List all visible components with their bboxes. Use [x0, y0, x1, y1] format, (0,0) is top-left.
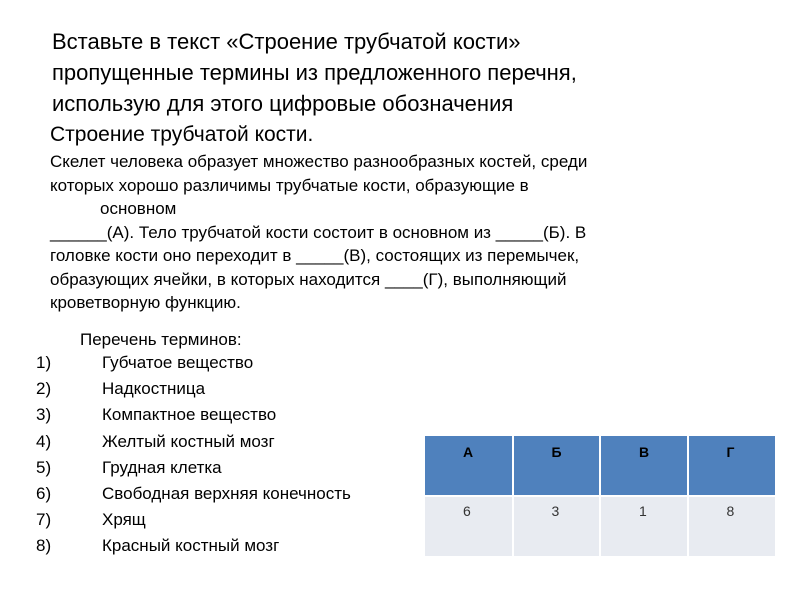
answer-table-cell[interactable]: 1: [600, 496, 688, 556]
term-text: Губчатое вещество: [102, 353, 254, 372]
term-number: 1): [36, 353, 52, 372]
answer-table-header-cell: А: [425, 436, 513, 496]
term-number: 4): [36, 431, 52, 451]
text-line: основном: [100, 199, 177, 218]
answer-table-cell[interactable]: 8: [688, 496, 776, 556]
text-heading: Строение трубчатой кости.: [50, 123, 314, 146]
task-title: [52, 26, 752, 119]
term-number: 8): [36, 536, 52, 556]
answer-table-header-cell: Б: [513, 436, 601, 496]
term-text: Желтый костный мозг: [102, 431, 275, 451]
term-number: 5): [36, 457, 52, 477]
answer-table-header-cell: В: [600, 436, 688, 496]
answer-table: [425, 436, 775, 556]
text-line: ______(А). Тело трубчатой кости состоит в основном из _____(Б). В: [50, 222, 587, 242]
term-number: 6): [36, 483, 52, 503]
term-number: 3): [36, 405, 52, 425]
term-text: Свободная верхняя конечность: [102, 483, 351, 503]
term-text: Надкостница: [102, 379, 206, 399]
text-line: которых хорошо различимы трубчатые кости, образующие в: [50, 175, 529, 195]
term-text: Хрящ: [102, 510, 146, 530]
task-title-line: Вставьте в текст «Строение трубчатой кости»: [52, 29, 521, 54]
term-text: Грудная клетка: [102, 457, 222, 477]
task-title-line: использую для этого цифровые обозначения: [52, 91, 514, 116]
terms-heading: Перечень терминов:: [80, 330, 242, 349]
answer-table-header-row: [425, 436, 775, 496]
text-line: Скелет человека образует множество разнообразных костей, среди: [50, 152, 588, 171]
term-number: 2): [36, 379, 52, 399]
task-title-line: пропущенные термины из предложенного перечня,: [52, 60, 577, 85]
term-number: 7): [36, 510, 52, 530]
answer-table-header-cell: Г: [688, 436, 776, 496]
answer-table-row: [425, 496, 775, 556]
term-text: Красный костный мозг: [102, 536, 280, 556]
text-line: кроветворную функцию.: [50, 293, 241, 312]
term-text: Компактное вещество: [102, 405, 277, 425]
text-line: головке кости оно переходит в _____(В), состоящих из перемычек,: [50, 246, 580, 265]
text-line: образующих ячейки, в которых находится ____(Г), выполняющий: [50, 269, 567, 289]
answer-table-cell[interactable]: 6: [425, 496, 513, 556]
gap-fill-text: [50, 150, 770, 315]
answer-table-cell[interactable]: 3: [513, 496, 601, 556]
